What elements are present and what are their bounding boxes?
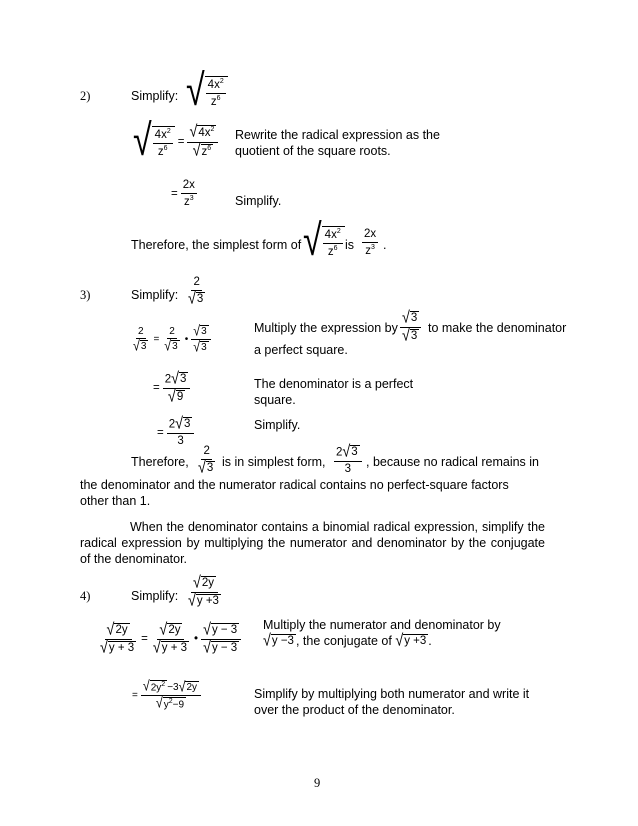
problem-2-step2-note: Simplify.	[235, 194, 282, 208]
problem-3-step1-expression: 2 √ 3 = 2 √ 3 • √ 3 √ 3	[131, 325, 211, 354]
problem-4-step2-expression: = √ $2y^2$ −3 √ 2y √ $y^2-9$	[129, 680, 201, 712]
problem-2-period: .	[383, 238, 387, 252]
problem-2-step2-expression: = $\frac{2x}{z^3}$	[171, 179, 195, 209]
problem-4-label: Simplify:	[131, 589, 179, 603]
problem-3-therefore-d: the denominator and the numerator radical contains no perfect-square factors other than 1.	[80, 478, 509, 508]
problem-2-therefore-text: Therefore, the simplest form of	[131, 238, 302, 252]
problem-3-step3-note: Simplify.	[254, 418, 301, 432]
problem-4-number: 4)	[80, 589, 91, 603]
problem-2-label: Simplify:	[131, 89, 179, 103]
problem-3-step2-note: The denominator is a perfect square.	[254, 377, 414, 407]
problem-3-number: 3)	[80, 288, 91, 302]
problem-3-step1-multiplier: √ 3 √ 3	[400, 311, 421, 344]
problem-3-expression: 2 √ 3	[188, 276, 204, 309]
problem-2-step1-expression: √ $\frac{4x^2}{z^6}$ = √ $4x^2$ √ $z^6$	[133, 125, 218, 159]
problem-4-expression: √ 2y √ y +3	[188, 573, 219, 610]
problem-3-therefore-expression: 2 √ 3	[198, 445, 214, 478]
problem-4-step1-expression: √ 2y √ y + 3 = √ 2y √ y + 3 • √ y − 3 √ y − 3	[98, 623, 241, 656]
problem-2-therefore-expression: √ $\frac{4x^2}{z^6}$	[303, 226, 345, 259]
problem-3-label: Simplify:	[131, 288, 179, 302]
page-number: 9	[314, 776, 321, 790]
problem-4-step1-note-line1: Multiply the numerator and denominator by	[263, 618, 501, 632]
problem-3-therefore-b: is in simplest form,	[222, 455, 326, 469]
problem-2-answer: $\frac{2x}{z^3}$	[364, 228, 377, 258]
problem-2-step1-note: Rewrite the radical expression as the quotient of the square roots.	[235, 128, 440, 158]
problem-3-step2-expression: = 2 √ 3 √ 9	[150, 372, 190, 405]
problem-3-step1-note-b: to make the denominator	[428, 321, 567, 335]
problem-2-is: is	[345, 238, 355, 252]
problem-4-step2-note: Simplify by multiplying both numerator and write it over the product of the denominator.	[254, 687, 530, 717]
problem-3-step1-note-c: a perfect square.	[254, 343, 348, 357]
problem-3-therefore-a: Therefore,	[131, 455, 189, 469]
problem-3-therefore-c: , because no radical remains in	[366, 455, 540, 469]
problem-2-number: 2)	[80, 89, 91, 103]
problem-3-step3-expression: = 2 √ 3 3	[154, 417, 194, 448]
problem-3-step1-note-a: Multiply the expression by	[254, 321, 398, 335]
problem-3-therefore-answer: 2 √ 3 3	[334, 445, 362, 476]
binomial-paragraph: When the denominator contains a binomial radical expression, simplify the radical expression by multiplying the numerator and denominator by the conjugate of the denominator.	[80, 520, 545, 566]
problem-4-step1-note-line2: √ y −3 , the conjugate of √ y +3 .	[263, 632, 432, 651]
problem-2-expression: √ $\frac{4x^2}{z^6}$	[186, 76, 228, 109]
